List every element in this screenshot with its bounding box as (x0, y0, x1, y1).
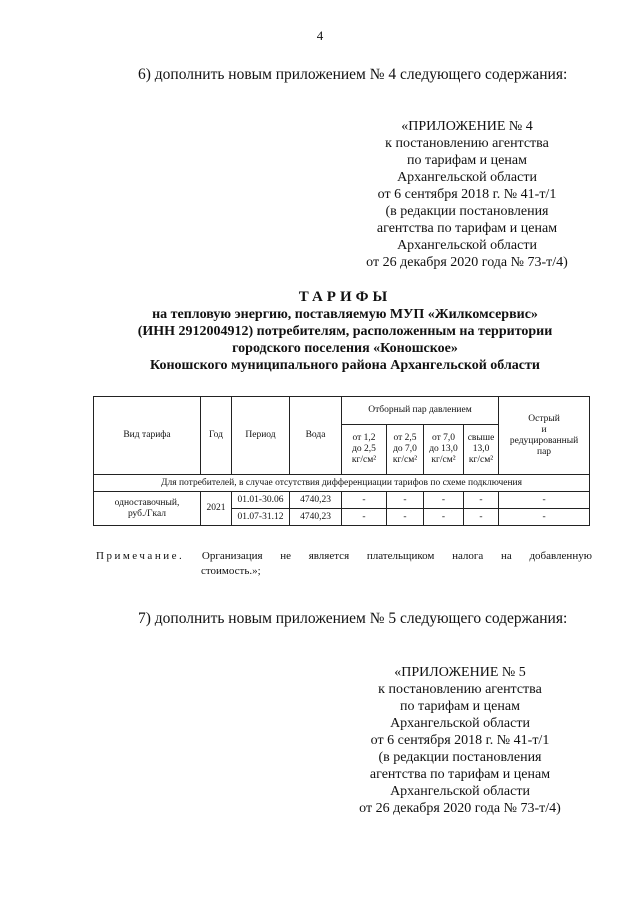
cell-steam-2: - (387, 509, 424, 526)
appendix-4-line: «ПРИЛОЖЕНИЕ № 4 (401, 119, 533, 134)
heading-line: на тепловую энергию, поставляемую МУП «Жилкомсервис» (152, 307, 538, 322)
appendix-5-line: агентства по тарифам и ценам (369, 767, 551, 782)
cell-steam-2: - (387, 492, 424, 509)
appendix-5-line: «ПРИЛОЖЕНИЕ № 5 (394, 665, 526, 680)
tariff-type-line: руб./Гкал (127, 508, 167, 519)
item-7-text: 7) дополнить новым приложением № 5 следующего содержания: (138, 610, 568, 627)
cell-year: 2021 (201, 492, 232, 526)
header-sharp-line: и (541, 424, 547, 435)
heading-line: Коношского муниципального района Архангельской области (150, 358, 540, 373)
cell-sharp: - (499, 509, 590, 526)
tariff-type-line: одноставочный, (114, 497, 180, 508)
cell-sharp: - (499, 492, 590, 509)
steam-header-line: кг/см² (392, 455, 418, 465)
header-sharp-line: Острый (528, 413, 560, 424)
steam-header-line: кг/см² (431, 455, 456, 465)
steam-header-line: до 7,0 (393, 444, 417, 454)
header-steam-col-4 (464, 425, 499, 475)
steam-header-line: 13,0 (472, 444, 490, 454)
steam-header-line: свыше (467, 433, 495, 443)
tariff-table (93, 396, 590, 526)
header-water: Вода (290, 397, 342, 475)
steam-header-line: кг/см² (351, 455, 377, 465)
steam-header-line: от 2,5 (393, 433, 417, 443)
header-steam-col-2 (387, 425, 424, 475)
appendix-5-line: от 6 сентября 2018 г. № 41-т/1 (370, 733, 550, 748)
heading-line: (ИНН 2912004912) потребителям, расположенным на территории (137, 324, 553, 339)
cell-steam-3: - (424, 509, 464, 526)
header-tariff-type: Вид тарифа (94, 397, 201, 475)
cell-steam-4: - (464, 492, 499, 509)
appendix-5-header (340, 664, 580, 817)
appendix-4-line: от 26 декабря 2020 года № 73-т/4) (366, 255, 568, 270)
appendix-5-line: к постановлению агентства (378, 682, 542, 697)
header-steam-col-3 (424, 425, 464, 475)
appendix-4-header (352, 118, 582, 271)
note-line-2: стоимость.»; (201, 565, 261, 577)
steam-header-line: от 1,2 (352, 433, 376, 443)
cell-water: 4740,23 (290, 509, 342, 526)
note-word: добавленную (529, 550, 592, 562)
note (96, 549, 592, 579)
appendix-5-line: от 26 декабря 2020 года № 73-т/4) (359, 801, 561, 816)
appendix-5-line: Архангельской области (390, 784, 530, 799)
note-word: плательщиком (366, 550, 435, 562)
appendix-4-line: (в редакции постановления (385, 204, 549, 219)
cell-steam-1: - (342, 509, 387, 526)
header-sharp-steam (499, 397, 590, 475)
header-period: Период (232, 397, 290, 475)
steam-header-line: кг/см² (468, 455, 494, 465)
cell-period: 01.07-31.12 (232, 509, 290, 526)
appendix-4-line: агентства по тарифам и ценам (376, 221, 558, 236)
note-word: Организация (201, 550, 263, 562)
heading-title: ТАРИФЫ (298, 289, 392, 305)
header-year: Год (201, 397, 232, 475)
appendix-5-line: Архангельской области (390, 716, 530, 731)
header-steam-col-1 (342, 425, 387, 475)
note-word: налога (452, 550, 484, 562)
appendix-4-line: от 6 сентября 2018 г. № 41-т/1 (377, 187, 557, 202)
heading-line: городского поселения «Коношское» (232, 341, 458, 356)
cell-steam-1: - (342, 492, 387, 509)
header-steam-group: Отборный пар давлением (342, 397, 499, 425)
steam-header-line: до 2,5 (352, 444, 376, 454)
cell-steam-3: - (424, 492, 464, 509)
header-sharp-line: пар (537, 446, 552, 457)
note-label: Примечание. (96, 550, 185, 562)
note-line-1 (96, 549, 592, 564)
cell-steam-4: - (464, 509, 499, 526)
appendix-5-line: по тарифам и ценам (400, 699, 520, 714)
cell-period: 01.01-30.06 (232, 492, 290, 509)
note-word: на (500, 550, 512, 562)
steam-header-line: до 13,0 (429, 444, 458, 454)
page-number: 4 (316, 28, 324, 43)
appendix-4-line: Архангельской области (397, 170, 537, 185)
tariffs-heading (80, 289, 610, 374)
header-sharp-line: редуцированный (509, 435, 579, 446)
cell-water: 4740,23 (290, 492, 342, 509)
cell-tariff-type (94, 492, 201, 526)
appendix-4-line: Архангельской области (397, 238, 537, 253)
note-word: не (280, 550, 292, 562)
appendix-5-line: (в редакции постановления (378, 750, 542, 765)
section-row: Для потребителей, в случае отсутствия дифференциации тарифов по схеме подключения (94, 475, 590, 492)
appendix-4-line: к постановлению агентства (385, 136, 549, 151)
note-word: является (308, 550, 350, 562)
steam-header-line: от 7,0 (431, 433, 456, 443)
item-6-text: 6) дополнить новым приложением № 4 следующего содержания: (138, 66, 568, 83)
appendix-4-line: по тарифам и ценам (407, 153, 527, 168)
